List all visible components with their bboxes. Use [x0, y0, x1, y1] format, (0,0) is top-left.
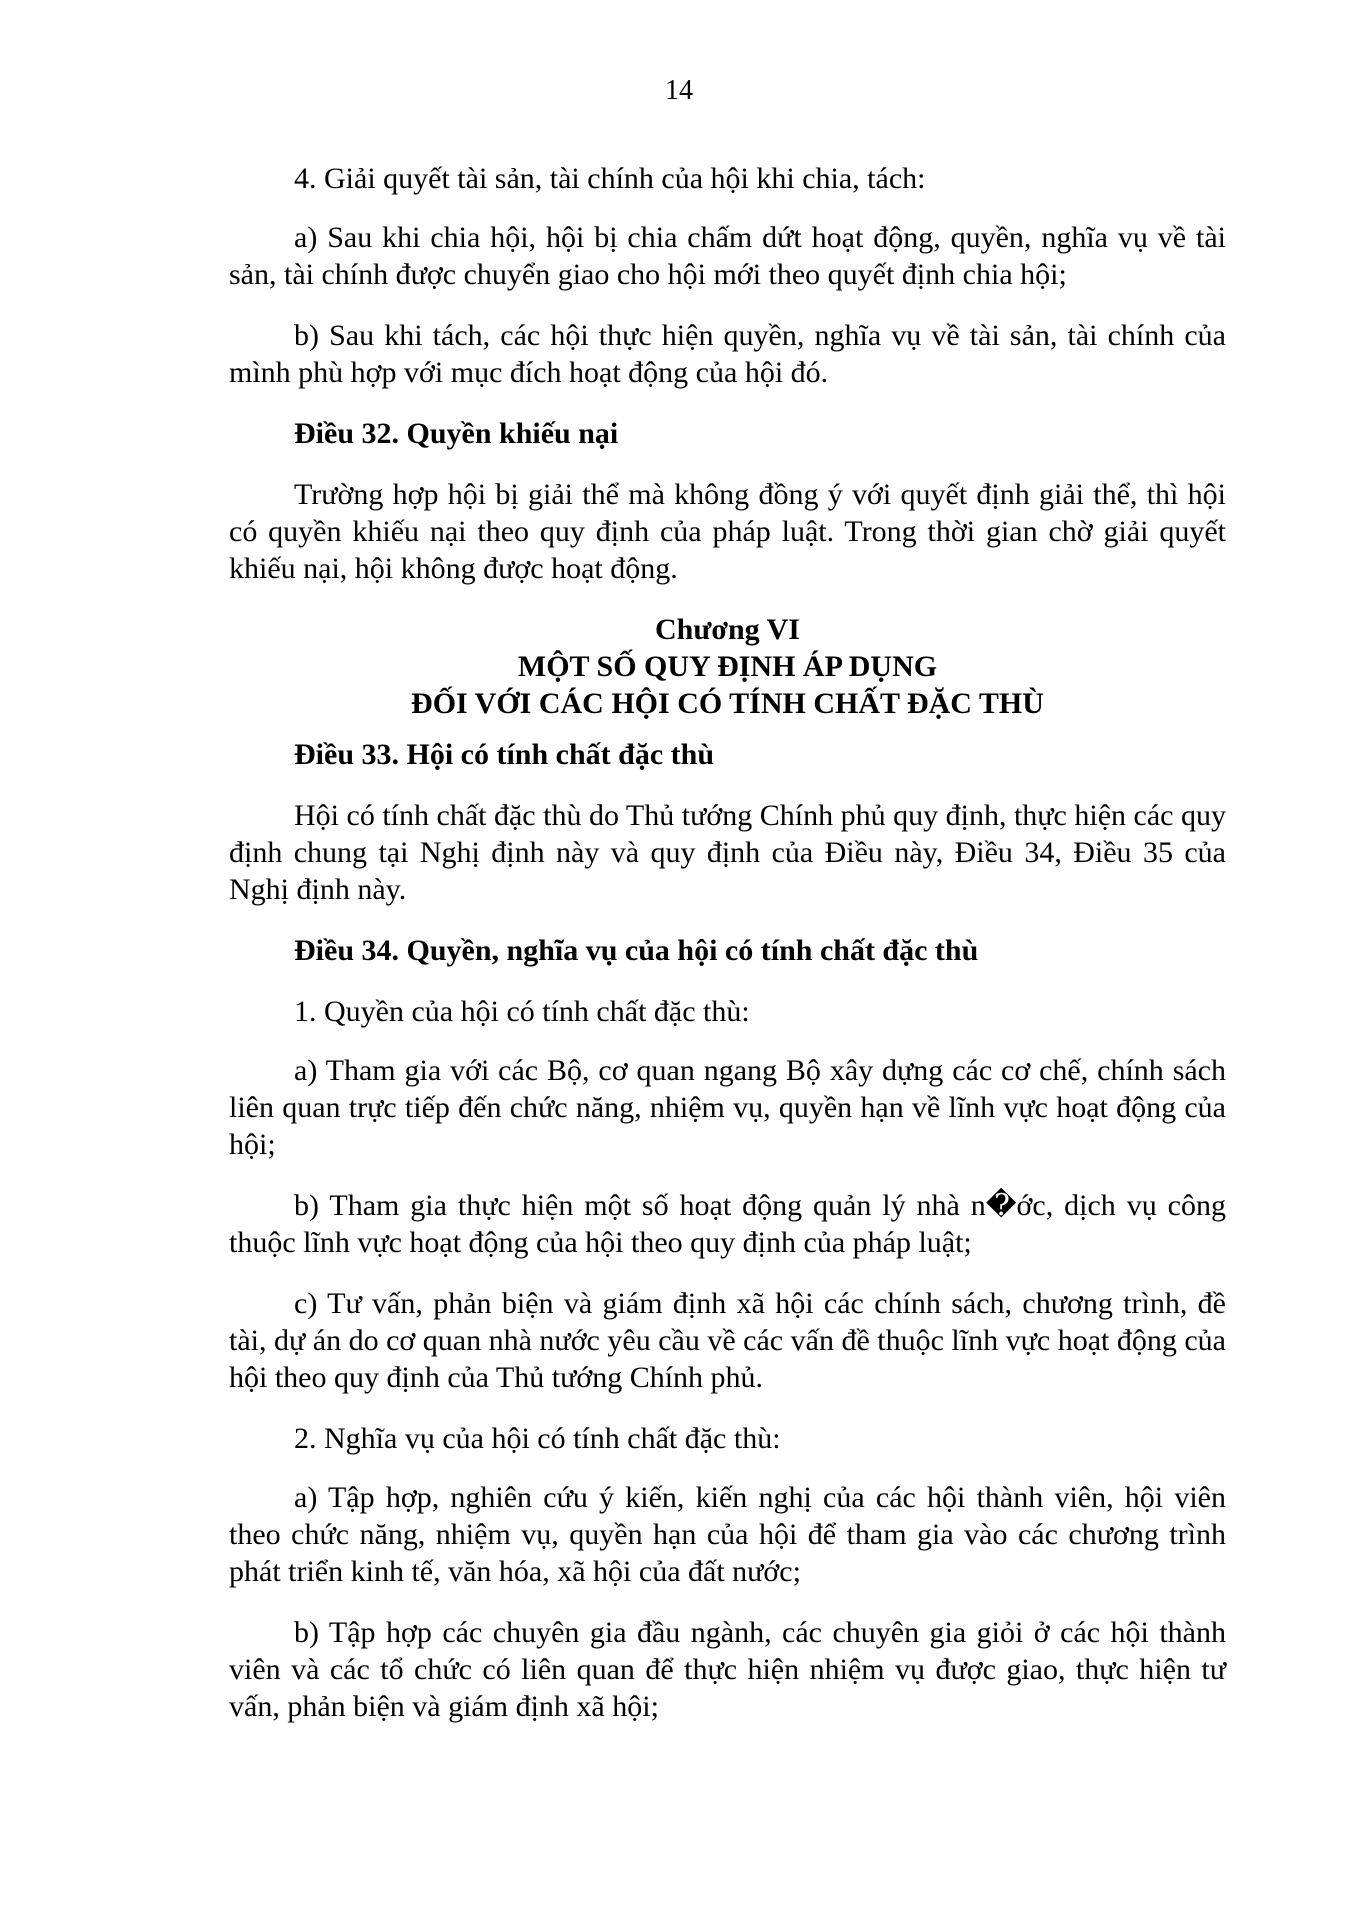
paragraph: 1. Quyền của hội có tính chất đặc thù: — [294, 995, 750, 1028]
paragraph: 4. Giải quyết tài sản, tài chính của hội khi chia, tách: — [294, 162, 926, 195]
paragraph: a) Tham gia với các Bộ, cơ quan ngang Bộ xây dựng các cơ chế, chính sách liên quan trực tiếp đến chức năng, nhiệm vụ, quyền hạn về lĩnh vực hoạt động của hội; — [229, 1054, 1226, 1161]
paragraph: a) Sau khi chia hội, hội bị chia chấm dứt hoạt động, quyền, nghĩa vụ về tài sản, tài chính được chuyển giao cho hội mới theo quyết định chia hội; — [229, 221, 1226, 291]
chapter-title-line-1: MỘT SỐ QUY ĐỊNH ÁP DỤNG — [517, 650, 938, 683]
paragraph: 2. Nghĩa vụ của hội có tính chất đặc thù: — [294, 1422, 781, 1455]
paragraph: a) Tập hợp, nghiên cứu ý kiến, kiến nghị của các hội thành viên, hội viên theo chức năng, nhiệm vụ, quyền hạn của hội để tham gia vào các chương trình phát triển kinh tế, văn hóa, xã hội của đất nước; — [229, 1481, 1226, 1588]
paragraph: Trường hợp hội bị giải thể mà không đồng ý với quyết định giải thể, thì hội có quyền khiếu nại theo quy định của pháp luật. Trong thời gian chờ giải quyết khiếu nại, hội không được hoạt động. — [229, 478, 1226, 585]
article-33-heading: Điều 33. Hội có tính chất đặc thù — [294, 738, 715, 771]
chapter-heading — [229, 611, 1226, 722]
paragraph: b) Tập hợp các chuyên gia đầu ngành, các chuyên gia giỏi ở các hội thành viên và các tổ chức có liên quan để thực hiện nhiệm vụ được giao, thực hiện tư vấn, phản biện và giám định xã hội; — [229, 1616, 1226, 1723]
page-number: 14 — [665, 75, 693, 106]
article-32-heading: Điều 32. Quyền khiếu nại — [294, 417, 619, 450]
paragraph: b) Sau khi tách, các hội thực hiện quyền, nghĩa vụ về tài sản, tài chính của mình phù hợp với mục đích hoạt động của hội đó. — [229, 319, 1226, 389]
chapter-title-line-2: ĐỐI VỚI CÁC HỘI CÓ TÍNH CHẤT ĐẶC THÙ — [411, 687, 1044, 720]
paragraph: Hội có tính chất đặc thù do Thủ tướng Chính phủ quy định, thực hiện các quy định chung tại Nghị định này và quy định của Điều này, Điều 34, Điều 35 của Nghị định này. — [229, 799, 1226, 906]
article-34-heading: Điều 34. Quyền, nghĩa vụ của hội có tính chất đặc thù — [294, 934, 979, 967]
paragraph: c) Tư vấn, phản biện và giám định xã hội các chính sách, chương trình, đề tài, dự án do cơ quan nhà nước yêu cầu về các vấn đề thuộc lĩnh vực hoạt động của hội theo quy định của Thủ tướng Chính phủ. — [229, 1287, 1226, 1394]
chapter-number: Chương VI — [655, 613, 800, 646]
document-body — [229, 160, 1226, 1749]
paragraph: b) Tham gia thực hiện một số hoạt động quản lý nhà n�ớc, dịch vụ công thuộc lĩnh vực hoạt động của hội theo quy định của pháp luật; — [229, 1189, 1226, 1259]
